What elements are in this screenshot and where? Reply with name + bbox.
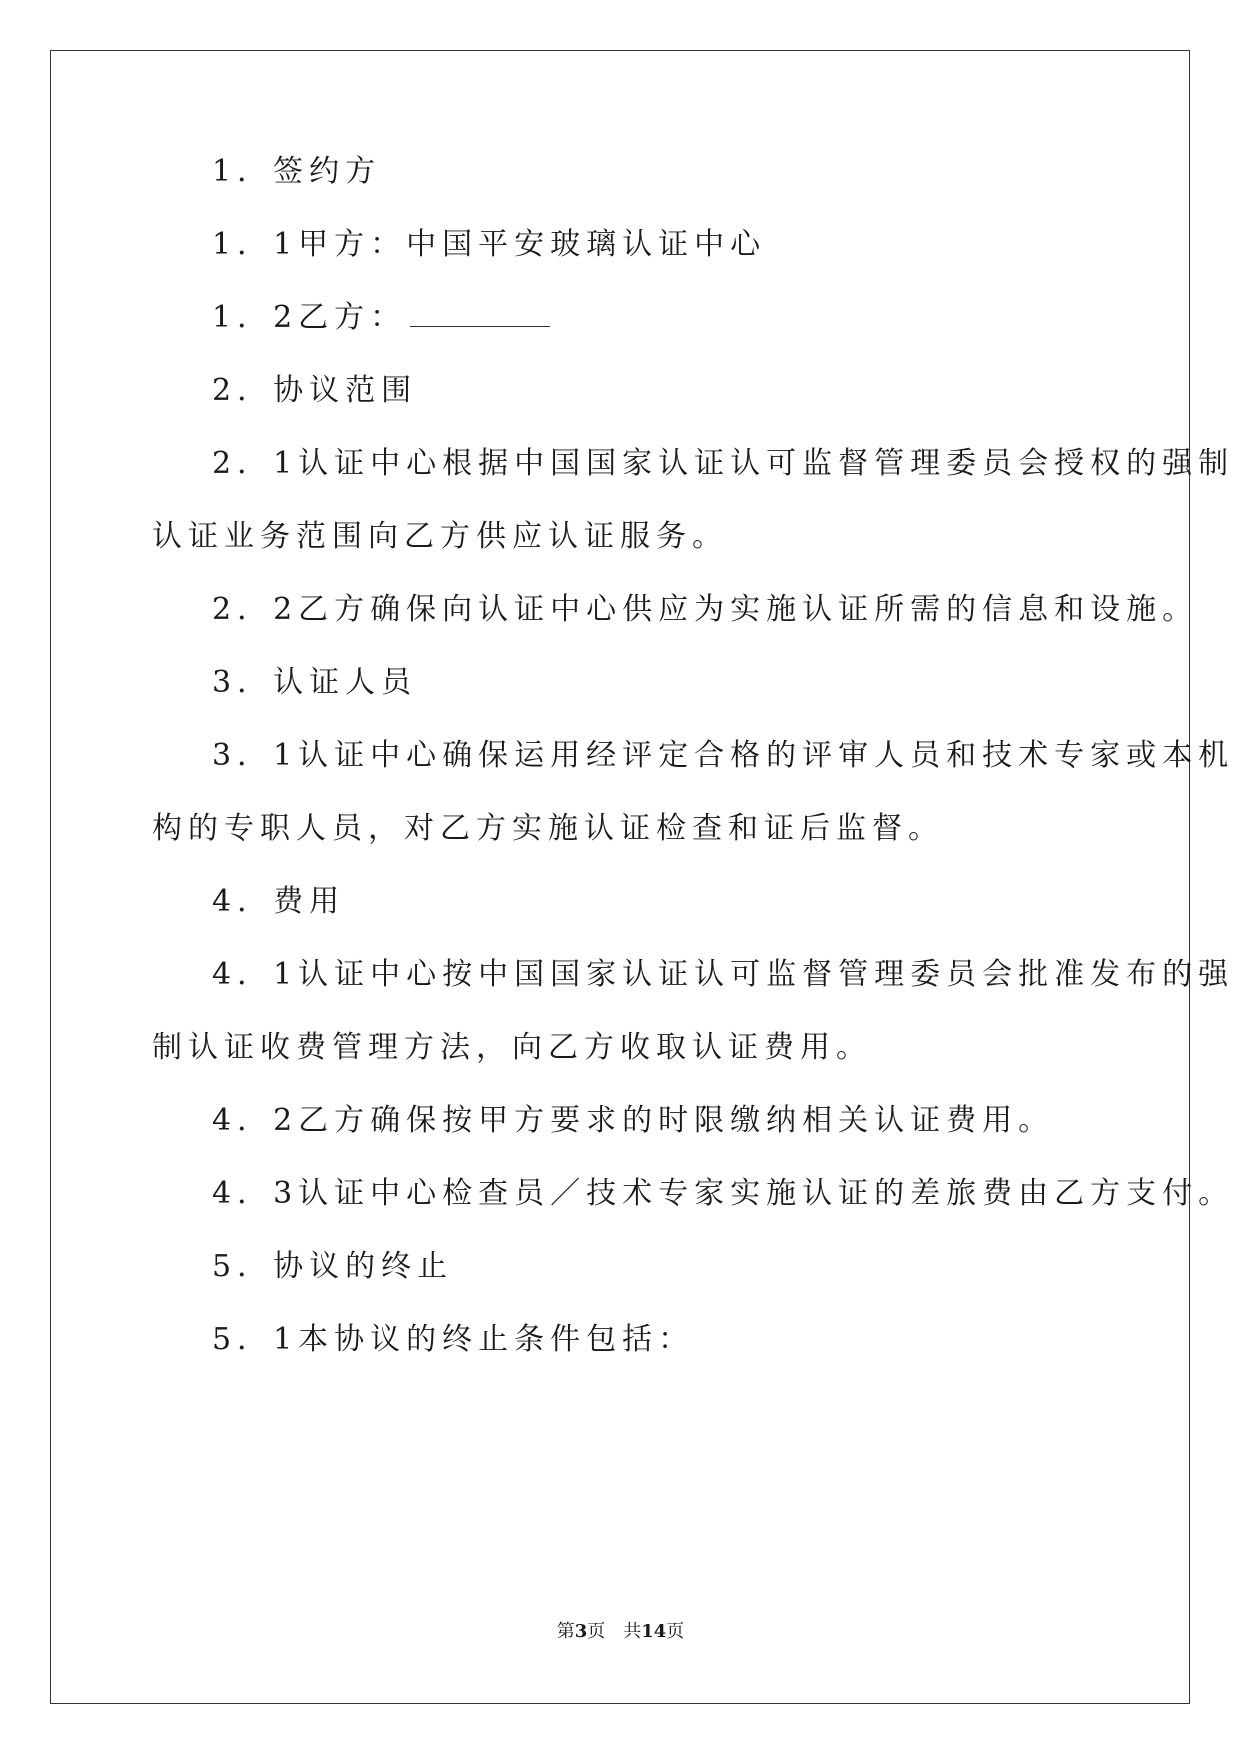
footer-prefix: 第	[556, 1621, 575, 1642]
party-b-blank	[410, 298, 550, 327]
footer-total-suffix: 页	[666, 1621, 685, 1642]
clause-2-1-line-1: 2．1认证中心根据中国国家认证认可监督管理委员会授权的强制	[212, 446, 1235, 481]
section-heading-termination: 5．协议的终止	[212, 1249, 454, 1284]
clause-3-1-line-1: 3．1认证中心确保运用经评定合格的评审人员和技术专家或本机	[212, 738, 1235, 773]
clause-3-1-line-2: 构的专职人员，对乙方实施认证检查和证后监督。	[152, 811, 944, 846]
party-b-label: 1．2乙方：	[212, 300, 407, 335]
footer-page-word: 页	[587, 1621, 606, 1642]
clause-2-2: 2．2乙方确保向认证中心供应为实施认证所需的信息和设施。	[212, 592, 1199, 627]
section-heading-scope: 2．协议范围	[212, 373, 418, 408]
footer-total-pages: 14	[641, 1621, 667, 1642]
section-heading-signatories: 1．签约方	[212, 154, 382, 189]
footer-current-page: 3	[574, 1621, 588, 1642]
clause-4-2: 4．2乙方确保按甲方要求的时限缴纳相关认证费用。	[212, 1103, 1055, 1138]
page-footer	[0, 1620, 1241, 1644]
footer-total-prefix: 共	[623, 1621, 642, 1642]
section-heading-personnel: 3．认证人员	[212, 665, 418, 700]
clause-2-1-line-2: 认证业务范围向乙方供应认证服务。	[152, 519, 728, 554]
section-heading-fees: 4．费用	[212, 884, 346, 919]
clause-4-1-line-2: 制认证收费管理方法，向乙方收取认证费用。	[152, 1030, 872, 1065]
party-b-line	[212, 298, 550, 338]
clause-4-3: 4．3认证中心检查员／技术专家实施认证的差旅费由乙方支付。	[212, 1176, 1235, 1211]
clause-5-1: 5．1本协议的终止条件包括：	[212, 1322, 695, 1357]
party-a-line: 1．1甲方：中国平安玻璃认证中心	[212, 227, 767, 262]
clause-4-1-line-1: 4．1认证中心按中国国家认证认可监督管理委员会批准发布的强	[212, 957, 1235, 992]
